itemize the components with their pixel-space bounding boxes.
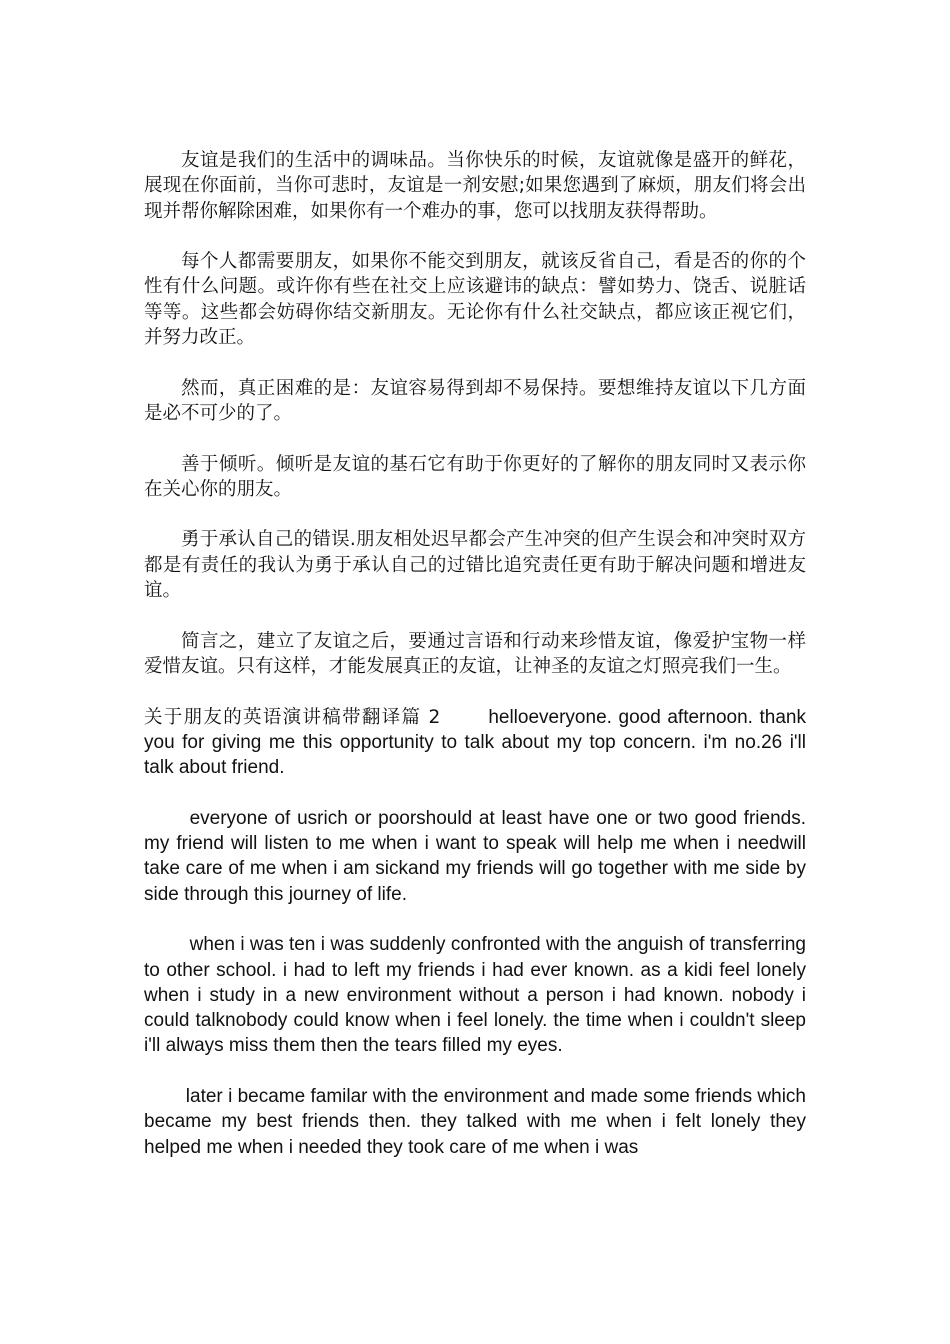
paragraph-zh-2: 每个人都需要朋友，如果你不能交到朋友，就该反省自己，看是否的你的个性有什么问题。或许你有些在社交上应该避讳的缺点：譬如势力、饶舌、说脏话等等。这些都会妨碍你结交新朋友。无论你有什么社交缺点，都应该正视它们，并努力改正。 bbox=[144, 251, 806, 349]
paragraph-zh-4: 善于倾听。倾听是友谊的基石它有助于你更好的了解你的朋友同时又表示你在关心你的朋友。 bbox=[144, 453, 806, 500]
paragraph-en-3: later i became familar with the environment and made some friends which became my best friends then. they talked with me when i felt lonely they helped me when i needed they took care of me when i was bbox=[144, 1085, 806, 1158]
paragraph-en-1: everyone of usrich or poorshould at least have one or two good friends. my friend will listen to me when i want to speak will help me when i needwill take care of me when i am sickand my friends will go together with me side by side through this journey of life. bbox=[144, 807, 806, 905]
document-body bbox=[144, 148, 806, 1185]
paragraph-zh-3: 然而，真正困难的是：友谊容易得到却不易保持。要想维持友谊以下几方面是必不可少的了。 bbox=[144, 377, 806, 424]
heading-tail: helloeveryone. good afternoon. thank you for giving me this opportunity to talk about my top concern. i'm no.26 i'll talk about friend. bbox=[144, 706, 806, 779]
section-heading-paragraph bbox=[144, 705, 806, 781]
section-heading: 关于朋友的英语演讲稿带翻译篇 2 bbox=[144, 706, 441, 728]
paragraph-zh-6: 简言之，建立了友谊之后，要通过言语和行动来珍惜友谊，像爱护宝物一样爱惜友谊。只有这样，才能发展真正的友谊，让神圣的友谊之灯照亮我们一生。 bbox=[144, 630, 806, 677]
paragraph-zh-5: 勇于承认自己的错误.朋友相处迟早都会产生冲突的但产生误会和冲突时双方都是有责任的我认为勇于承认自己的过错比追究责任更有助于解决问题和增进友谊。 bbox=[144, 529, 806, 602]
paragraph-zh-1: 友谊是我们的生活中的调味品。当你快乐的时候，友谊就像是盛开的鲜花，展现在你面前，当你可悲时，友谊是一剂安慰;如果您遇到了麻烦，朋友们将会出现并帮你解除困难，如果你有一个难办的事，您可以找朋友获得帮助。 bbox=[144, 150, 806, 222]
paragraph-en-2: when i was ten i was suddenly confronted with the anguish of transferring to other school. i had to left my friends i had ever known. as a kidi feel lonely when i study in a new environment without a person i had known. nobody i could talknobody could know when i feel lonely. the time when i couldn't sleep i'll always miss them then the tears filled my eyes. bbox=[144, 934, 806, 1057]
